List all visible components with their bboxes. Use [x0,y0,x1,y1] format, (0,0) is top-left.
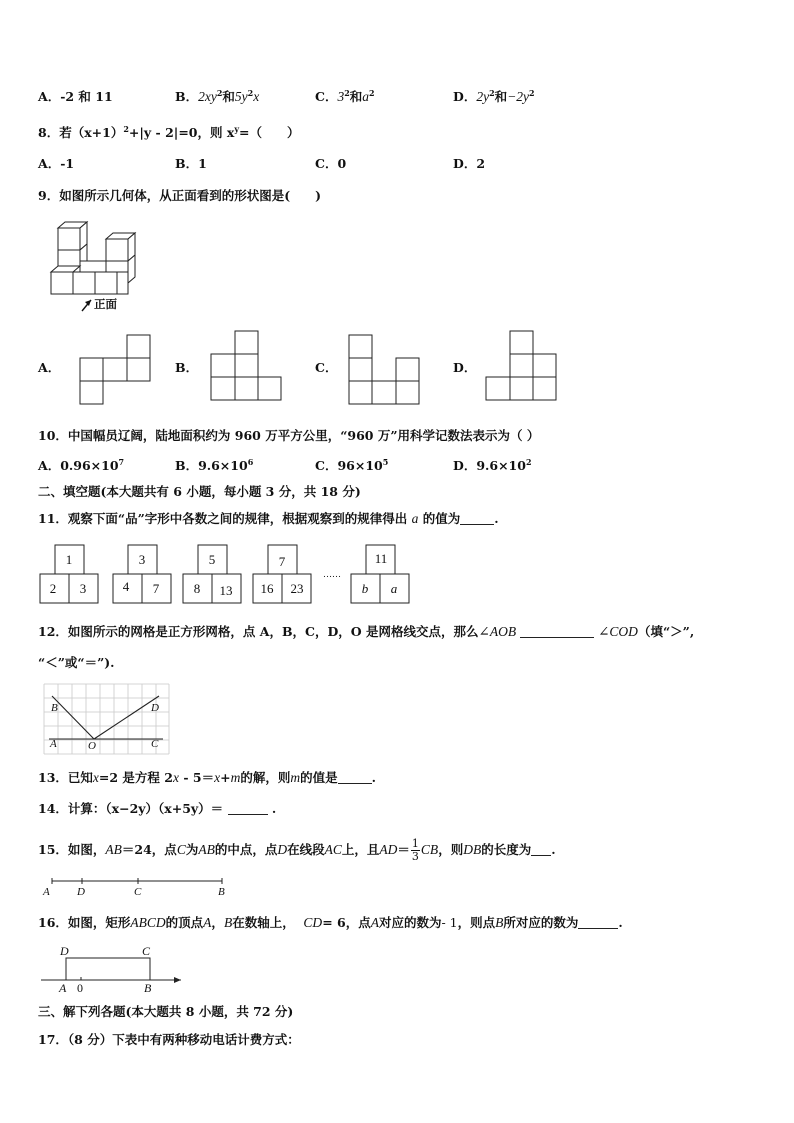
q9-option-c-label: C． [315,360,338,375]
q12-label-o: O [88,740,96,752]
g2-left: 4 [122,579,130,594]
q12-label-a: A [50,738,57,750]
g4-left: 16 [260,581,274,596]
q9-option-d-figure [486,331,556,401]
q15-stem: 15．如图，AB＝24，点C为AB的中点，点D在线段AC上，且AD＝ $\frac{1}{3}$ CB，则DB的长度为 . [38,837,556,863]
g1-right: 3 [79,581,87,596]
q12-stem-line1: 12．如图所示的网格是正方形网格，点 A，B，C，D，O 是网格线交点，那么∠AOB ∠COD（填“＞”, [38,624,695,639]
g2-top: 3 [138,552,146,567]
q15-point-d: D [77,886,85,898]
q13-stem: 13．已知x=2 是方程 2x - 5＝x+m的解，则m的值是 . [38,770,376,785]
g2-right: 7 [152,581,160,596]
q8-stem: 8．若$(x+1)^2+|y - 2|=0$，则 $x^y=$（ ） [38,124,300,140]
q16-label-c: C [142,944,151,958]
q12-label-c: C [151,738,159,750]
q12-label-b: B [51,702,58,714]
q8-option-b: B．1 [175,156,207,171]
q9-option-d-label: D． [453,360,477,375]
q13-answer-blank[interactable] [338,770,372,784]
section-3-heading: 三、解下列各题(本大题共 8 小题，共 72 分) [38,1004,294,1019]
q16-label-zero: 0 [77,981,83,995]
q14-stem: 14．计算：（x−2y）（x+5y）＝ . [38,801,277,816]
q10-stem: 10．中国幅员辽阔，陆地面积约为 960 万平方公里，“960 万”用科学记数法表示为（ ） [38,428,540,443]
q16-label-a: A [59,981,67,995]
q10-option-d: D．$9.6\times 10^2$ [453,457,532,473]
q12-label-d: D [151,702,159,714]
q16-label-b: B [144,981,152,995]
q15-segment-figure [40,876,230,898]
q11-ellipsis: …… [323,569,341,579]
q10-option-b: B．$9.6\times 10^6$ [175,457,254,473]
q15-point-b: B [218,886,225,898]
q12-stem-line2: “＜”或“＝”). [38,655,115,670]
q15-fraction: $\frac{1}{3}$ [411,837,419,863]
g1-top: 1 [65,552,73,567]
q10-option-a: A．$0.96\times 10^7$ [38,457,125,473]
front-label: 正面 [94,299,117,311]
section-2-heading: 二、填空题(本大题共有 6 小题，每小题 3 分，共 18 分) [38,484,361,499]
q16-stem: 16．如图，矩形ABCD的顶点A，B在数轴上， CD= 6，点A对应的数为- 1，则点B所对应的数为 . [38,915,623,930]
q8-option-d: D．2 [453,156,486,171]
q16-answer-blank[interactable] [578,915,618,929]
g5-top: 11 [374,551,388,566]
q14-answer-blank[interactable] [228,801,268,815]
g3-top: 5 [208,552,216,567]
q9-solid-figure [44,218,134,316]
q7-option-c: C．$3^2$和$a^2$ [315,88,375,104]
g4-top: 7 [278,554,286,569]
q9-option-b-figure [211,331,281,401]
q16-rectangle-figure [38,942,188,994]
q9-stem: 9．如图所示几何体，从正面看到的形状图是( ) [38,188,322,203]
q7-option-d: D．$2y^2$和$-2y^2$ [453,88,535,104]
g1-left: 2 [49,581,57,596]
g3-left: 8 [193,581,201,596]
q7-option-a: A．-2 和 11 [38,89,113,104]
q10-option-c: C．$96\times 10^5$ [315,457,389,473]
q7-option-b: B．$2xy^2$和$5y^2x$ [175,88,260,104]
g5-right: a [390,581,398,596]
q15-point-a: A [43,886,50,898]
q9-option-a-label: A． [38,360,61,375]
q9-option-b-label: B． [175,360,199,375]
q15-point-c: C [134,886,142,898]
q17-stem: 17．（8 分）下表中有两种移动电话计费方式： [38,1032,300,1047]
q12-grid-figure [44,684,170,756]
q12-answer-blank[interactable] [520,624,594,638]
q11-stem: 11．观察下面“品”字形中各数之间的规律，根据观察到的规律得出 a 的值为 . [38,511,499,526]
q16-label-d: D [60,944,69,958]
q9-option-a-figure [80,335,150,405]
g4-right: 23 [290,581,304,596]
q8-option-a: A．-1 [38,156,75,171]
q9-option-c-figure [349,335,419,405]
g3-right: 13 [219,583,233,598]
q11-number-groups [36,543,416,605]
q8-option-c: C．0 [315,156,347,171]
g5-left: b [361,581,369,596]
q11-answer-blank[interactable] [460,511,494,525]
q15-answer-blank[interactable] [531,842,551,856]
